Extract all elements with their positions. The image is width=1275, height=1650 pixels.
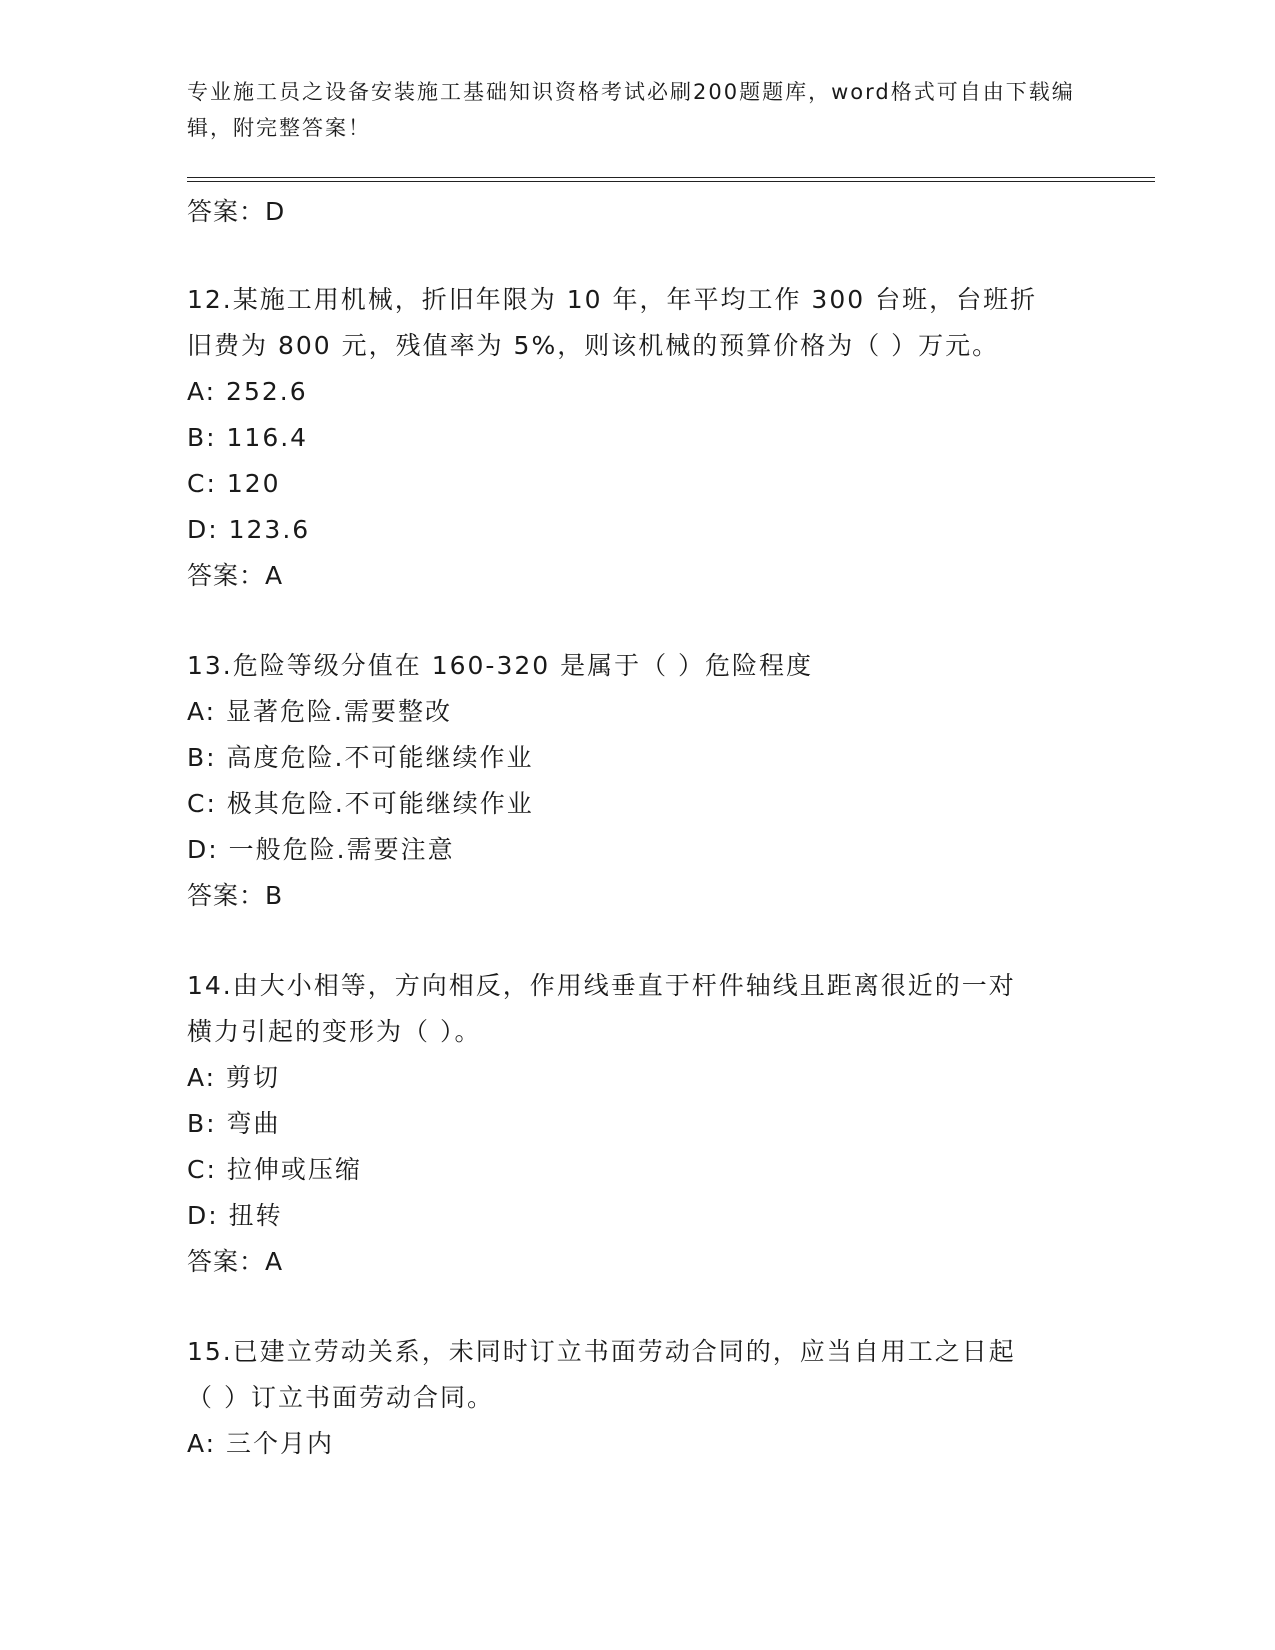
header-divider — [187, 177, 1155, 182]
answer: 答案：B — [187, 881, 284, 910]
question-text: 14.由大小相等，方向相反，作用线垂直于杆件轴线且距离很近的一对 — [187, 971, 1016, 1000]
question-text: 12.某施工用机械，折旧年限为 10 年，年平均工作 300 台班，台班折 — [187, 285, 1038, 314]
question-12 — [187, 277, 1087, 599]
question-13 — [187, 643, 1087, 919]
option-d: D: 扭转 — [187, 1201, 283, 1230]
option-a: A: 252.6 — [187, 377, 308, 406]
question-15 — [187, 1329, 1087, 1467]
spacer — [187, 235, 1087, 277]
option-b: B: 高度危险.不可能继续作业 — [187, 743, 534, 772]
previous-answer: 答案：D — [187, 197, 286, 226]
question-text: 横力引起的变形为（ ）。 — [187, 1017, 482, 1046]
question-text: 13.危险等级分值在 160-320 是属于（ ）危险程度 — [187, 651, 814, 680]
spacer — [187, 599, 1087, 643]
option-c: C: 120 — [187, 469, 281, 498]
answer: 答案：A — [187, 1247, 284, 1276]
option-b: B: 116.4 — [187, 423, 309, 452]
question-14 — [187, 963, 1087, 1285]
option-a: A: 剪切 — [187, 1063, 281, 1092]
question-text: 旧费为 800 元，残值率为 5%，则该机械的预算价格为（ ）万元。 — [187, 331, 1000, 360]
document-header: 专业施工员之设备安装施工基础知识资格考试必刷200题题库，word格式可自由下载编辑，附完整答案！ — [187, 80, 1075, 140]
option-c: C: 拉伸或压缩 — [187, 1155, 362, 1184]
option-d: D: 123.6 — [187, 515, 311, 544]
option-b: B: 弯曲 — [187, 1109, 281, 1138]
question-list — [187, 189, 1087, 1467]
option-c: C: 极其危险.不可能继续作业 — [187, 789, 534, 818]
question-text: （ ）订立书面劳动合同。 — [187, 1383, 494, 1412]
answer: 答案：A — [187, 561, 284, 590]
spacer — [187, 1285, 1087, 1329]
question-text: 15.已建立劳动关系，未同时订立书面劳动合同的，应当自用工之日起 — [187, 1337, 1016, 1366]
spacer — [187, 919, 1087, 963]
option-d: D: 一般危险.需要注意 — [187, 835, 455, 864]
option-a: A: 显著危险.需要整改 — [187, 697, 452, 726]
option-a: A: 三个月内 — [187, 1429, 335, 1458]
